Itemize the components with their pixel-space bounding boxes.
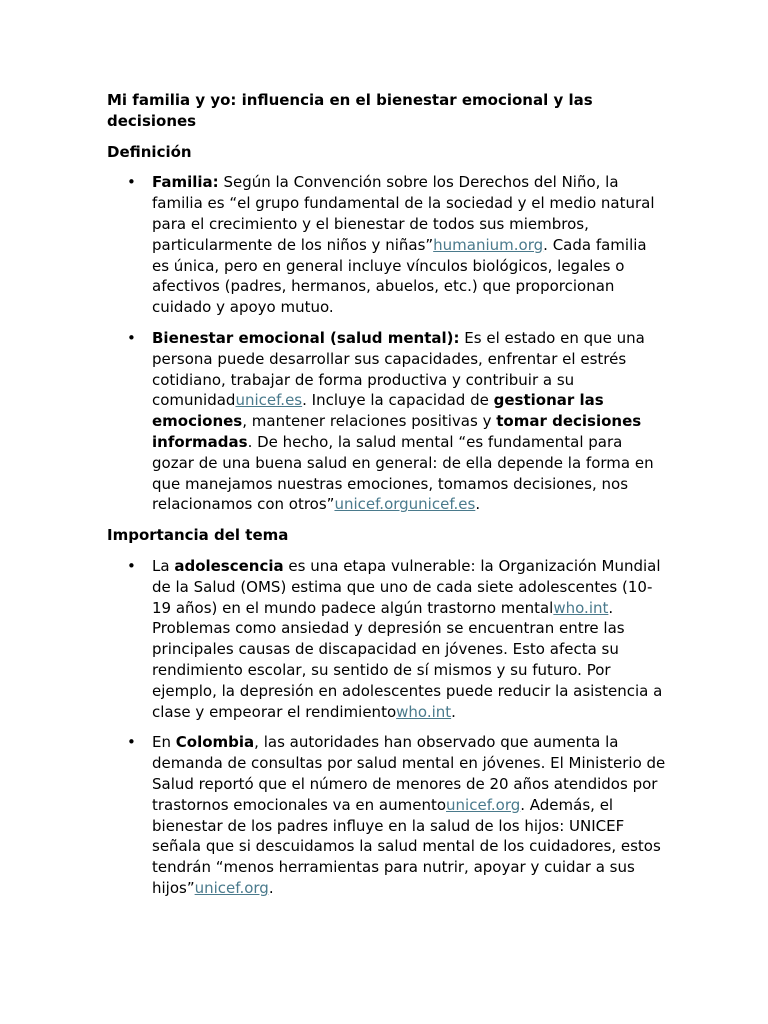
item-text: . Además, el bienestar de los padres influye en la salud de los hijos: UNICEF señala que si descuidamos la salud mental de los cuidadores, estos tendrán “menos herramientas para nutrir, apoyar y cuidar a sus hijos” — [152, 795, 661, 897]
item-text: Es el estado en que una persona puede desarrollar sus capacidades, enfrentar el estrés cotidiano, trabajar de forma productiva y contribuir a su comunidad — [152, 328, 645, 410]
list-item-adolescencia — [107, 556, 667, 722]
item-text: . — [451, 702, 456, 721]
item-text: . — [268, 878, 274, 897]
link-who-int[interactable]: who.int — [396, 702, 452, 721]
term-familia: Familia: — [152, 173, 219, 192]
item-text: . Cada familia es única, pero en general incluye vínculos biológicos, legales o afectivos (padres, hermanos, abuelos, etc.) que proporcionan cuidado y apoyo mutuo. — [152, 235, 647, 317]
link-unicef-org[interactable]: unicef.org — [446, 795, 521, 814]
emphasis-gestionar: gestionar las emociones — [152, 391, 604, 431]
section-heading-importancia: Importancia del tema — [107, 526, 289, 545]
link-unicef-es[interactable]: unicef.es — [235, 391, 303, 410]
bullet-icon: • — [127, 328, 136, 347]
section-heading-definicion: Definición — [107, 142, 192, 161]
document-title: Mi familia y yo: influencia en el bienestar emocional y las decisiones — [107, 91, 593, 130]
item-text: Según la Convención sobre los Derechos del Niño, la familia es “el grupo fundamental de la sociedad y el medio natural para el crecimiento y el bienestar de todos sus miembros, particularmente de los niños y niñas” — [152, 173, 655, 254]
item-text: . — [475, 495, 481, 514]
item-text: En — [152, 733, 176, 752]
term-colombia: Colombia — [175, 733, 255, 752]
bullet-icon: • — [127, 556, 136, 575]
list-item-colombia — [107, 732, 667, 898]
item-text: . De hecho, la salud mental “es fundamental para gozar de una buena salud en general: de ella depende la forma en que manejamos nuestras emociones, tomamos decisiones, nos relacionamos con otros” — [152, 432, 654, 514]
item-text: . Problemas como ansiedad y depresión se encuentran entre las principales causas de discapacidad en jóvenes. Esto afecta su rendimiento escolar, su sentido de sí mismos y su futuro. Por ejemplo, la depresión en adolescentes puede reducir la asistencia a clase y empeorar el rendimiento — [152, 598, 663, 721]
bullet-icon: • — [127, 733, 136, 752]
list-item-bienestar — [107, 328, 667, 515]
term-adolescencia: adolescencia — [174, 556, 284, 575]
importancia-list — [107, 556, 667, 899]
bullet-icon: • — [127, 173, 136, 192]
item-text: La — [152, 556, 175, 575]
definicion-list — [107, 172, 667, 515]
list-item-familia — [107, 172, 667, 318]
emphasis-decisiones: tomar decisiones informadas — [152, 412, 642, 451]
link-who-int[interactable]: who.int — [553, 598, 609, 617]
link-unicef-org-es[interactable]: unicef.orgunicef.es — [334, 495, 476, 514]
item-text: , mantener relaciones positivas y — [242, 412, 497, 431]
item-text: , las autoridades han observado que aumenta la demanda de consultas por salud mental en jóvenes. El Ministerio de Salud reportó que el número de menores de 20 años atendidos por trastornos emocionales va en aumento — [152, 733, 666, 814]
link-unicef-org[interactable]: unicef.org — [194, 878, 269, 897]
link-humanium[interactable]: humanium.org — [433, 235, 544, 254]
document-body — [107, 90, 667, 909]
term-bienestar: Bienestar emocional (salud mental): — [152, 328, 460, 347]
item-text: es una etapa vulnerable: la Organización Mundial de la Salud (OMS) estima que uno de cada siete adolescentes (10-19 años) en el mundo padece algún trastorno mental — [152, 556, 661, 617]
item-text: . Incluye la capacidad de — [302, 391, 494, 410]
